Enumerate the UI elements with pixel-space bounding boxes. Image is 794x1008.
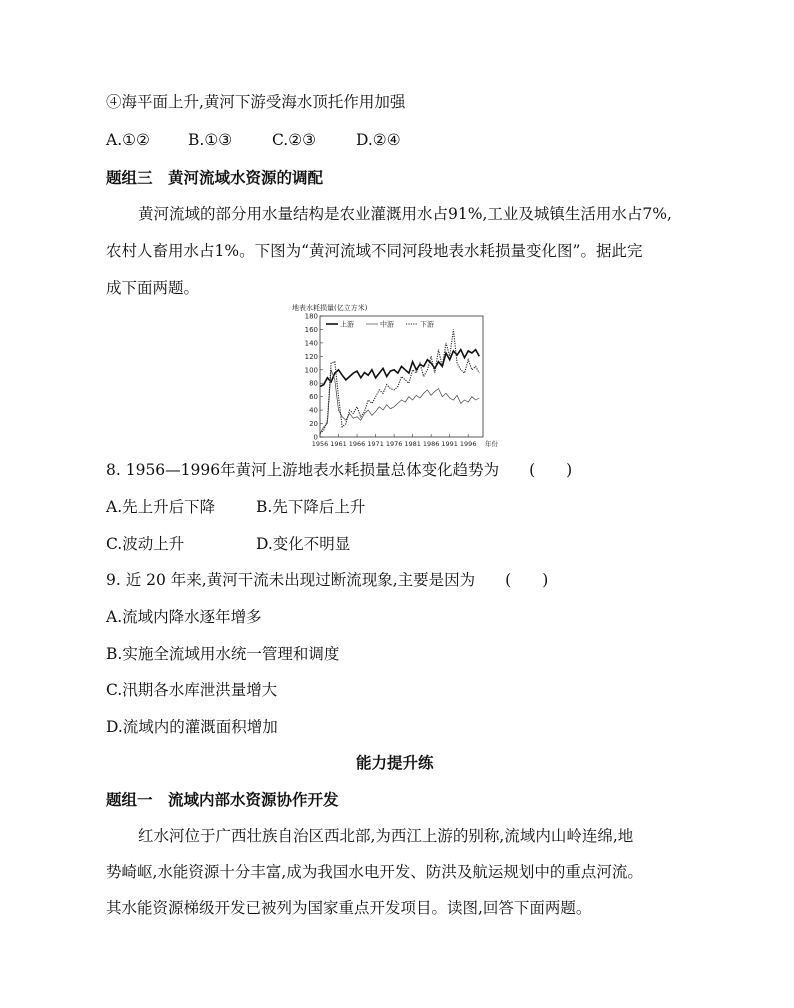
passage-line-1: 红水河位于广西壮族自治区西北部,为西江上游的别称,流域内山岭连绵,地: [138, 827, 634, 845]
options-row-1: [106, 130, 401, 150]
group3-heading: 题组三 黄河流域水资源的调配: [106, 169, 324, 187]
intro-line-2: 农村人畜用水占1%。下图为“黄河流域不同河段地表水耗损量变化图”。据此完: [106, 242, 643, 260]
x-axis-label: 年份: [485, 440, 498, 448]
passage-line-3: 其水能资源梯级开发已被列为国家重点开发项目。读图,回答下面两题。: [106, 899, 592, 917]
q8-option-d: D.变化不明显: [256, 535, 351, 553]
x-tick-label: 1956: [311, 440, 329, 448]
x-tick-label: 1976: [385, 440, 403, 448]
x-tick-label: 1991: [441, 440, 458, 448]
q8-options-row-2: [106, 534, 350, 554]
legend-label: 中游: [380, 320, 394, 329]
y-tick-label: 120: [304, 352, 318, 361]
y-tick-label: 0: [313, 433, 318, 442]
q9-answer-paren: ( ): [505, 571, 549, 589]
q9-option-c: C.汛期各水库泄洪量增大: [106, 681, 278, 699]
x-tick-label: 1966: [348, 440, 366, 448]
option-c: C.②③: [272, 131, 317, 149]
y-tick-label: 180: [304, 312, 318, 321]
option-a: A.①②: [106, 131, 150, 149]
y-tick-label: 140: [304, 339, 318, 348]
group1-heading: 题组一 流域内部水资源协作开发: [106, 791, 339, 809]
section-title: 能力提升练: [356, 754, 434, 772]
q9-option-b: B.实施全流域用水统一管理和调度: [106, 645, 340, 663]
option-b: B.①③: [188, 131, 233, 149]
intro-line-3: 成下面两题。: [106, 279, 200, 297]
passage-line-2: 势崎岖,水能资源十分丰富,成为我国水电开发、防洪及航运规划中的重点河流。: [106, 863, 643, 881]
x-tick-label: 1961: [330, 440, 347, 448]
x-tick-label: 1981: [404, 440, 421, 448]
x-tick-label: 1996: [459, 440, 477, 448]
water-loss-chart: [290, 300, 500, 450]
question-9: 9. 近 20 年来,黄河干流未出现过断流现象,主要是因为 ( ): [106, 571, 549, 589]
y-tick-label: 160: [304, 325, 318, 334]
series-line-中游: [320, 370, 479, 434]
x-tick-label: 1986: [422, 440, 440, 448]
q8-option-c: C.波动上升: [106, 535, 185, 553]
option-d: D.②④: [356, 131, 401, 149]
y-tick-label: 100: [304, 366, 318, 375]
question-8: 8. 1956—1996年黄河上游地表水耗损量总体变化趋势为 ( ): [106, 461, 573, 479]
intro-line-1: 黄河流域的部分用水量结构是农业灌溉用水占91%,工业及城镇生活用水占7%,: [138, 205, 672, 223]
chart-ylabel: 地表水耗损量(亿立方米): [292, 304, 368, 312]
y-tick-label: 40: [309, 406, 318, 415]
y-tick-label: 60: [309, 393, 318, 402]
series-line-上游: [320, 350, 479, 387]
q9-option-a: A.流域内降水逐年增多: [106, 608, 262, 626]
q8-option-a: A.先上升后下降: [106, 498, 216, 516]
q8-answer-paren: ( ): [529, 461, 573, 479]
y-tick-label: 20: [309, 420, 318, 429]
q8-option-b: B.先下降后上升: [256, 498, 366, 516]
legend-label: 上游: [340, 320, 354, 329]
x-tick-label: 1971: [367, 440, 384, 448]
y-tick-label: 80: [309, 379, 318, 388]
statement-4: ④海平面上升,黄河下游受海水顶托作用加强: [106, 93, 406, 111]
q9-option-d: D.流域内的灌溉面积增加: [106, 718, 278, 736]
legend-label: 下游: [420, 320, 434, 329]
q8-options-row-1: [106, 497, 365, 517]
